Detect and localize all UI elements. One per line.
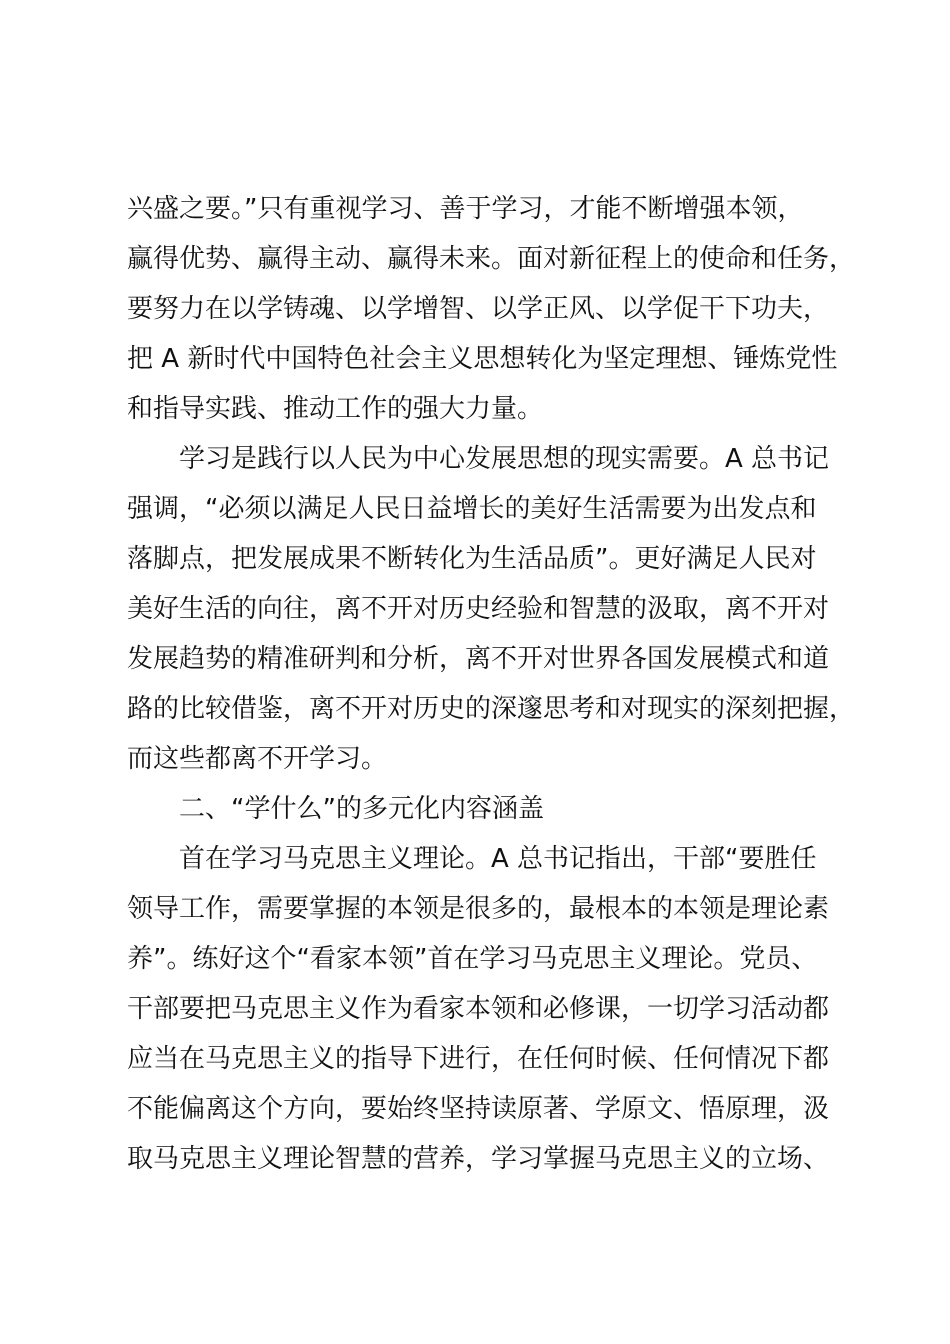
paragraph-first-line: 学习是践行以人民为中心发展思想的现实需要。A 总书记 (179, 444, 830, 474)
paragraph-first-line: 首在学习马克思主义理论。A 总书记指出，干部“要胜任 (179, 844, 817, 874)
text-line: 发展趋势的精准研判和分析，离不开对世界各国发展模式和道 (127, 644, 830, 674)
text-line: 领导工作，需要掌握的本领是很多的，最根本的本领是理论素 (127, 894, 830, 924)
text-line: 路的比较借鉴，离不开对历史的深邃思考和对现实的深刻把握， (127, 694, 856, 724)
text-line: 赢得优势、赢得主动、赢得未来。面对新征程上的使命和任务， (127, 244, 856, 274)
text-line: 强调，“必须以满足人民日益增长的美好生活需要为出发点和 (127, 494, 817, 524)
text-line: 而这些都离不开学习。 (127, 744, 388, 774)
text-line: 干部要把马克思主义作为看家本领和必修课，一切学习活动都 (127, 994, 830, 1024)
text-line: 把 A 新时代中国特色社会主义思想转化为坚定理想、锤炼党性 (127, 344, 838, 374)
text-line: 不能偏离这个方向，要始终坚持读原著、学原文、悟原理，汲 (127, 1094, 830, 1124)
text-line: 兴盛之要。”只有重视学习、善于学习，才能不断增强本领， (127, 194, 804, 224)
text-line: 要努力在以学铸魂、以学增智、以学正风、以学促干下功夫， (127, 294, 830, 324)
text-line: 美好生活的向往，离不开对历史经验和智慧的汲取，离不开对 (127, 594, 830, 624)
text-line: 落脚点，把发展成果不断转化为生活品质”。更好满足人民对 (127, 544, 817, 574)
text-line: 取马克思主义理论智慧的营养，学习掌握马克思主义的立场、 (127, 1144, 830, 1174)
text-line: 养”。练好这个“看家本领”首在学习马克思主义理论。党员、 (127, 944, 818, 974)
body-text (127, 184, 867, 1184)
text-line: 和指导实践、推动工作的强大力量。 (127, 394, 544, 424)
section-heading: 二、“学什么”的多元化内容涵盖 (179, 794, 544, 824)
text-line: 应当在马克思主义的指导下进行，在任何时候、任何情况下都 (127, 1044, 830, 1074)
